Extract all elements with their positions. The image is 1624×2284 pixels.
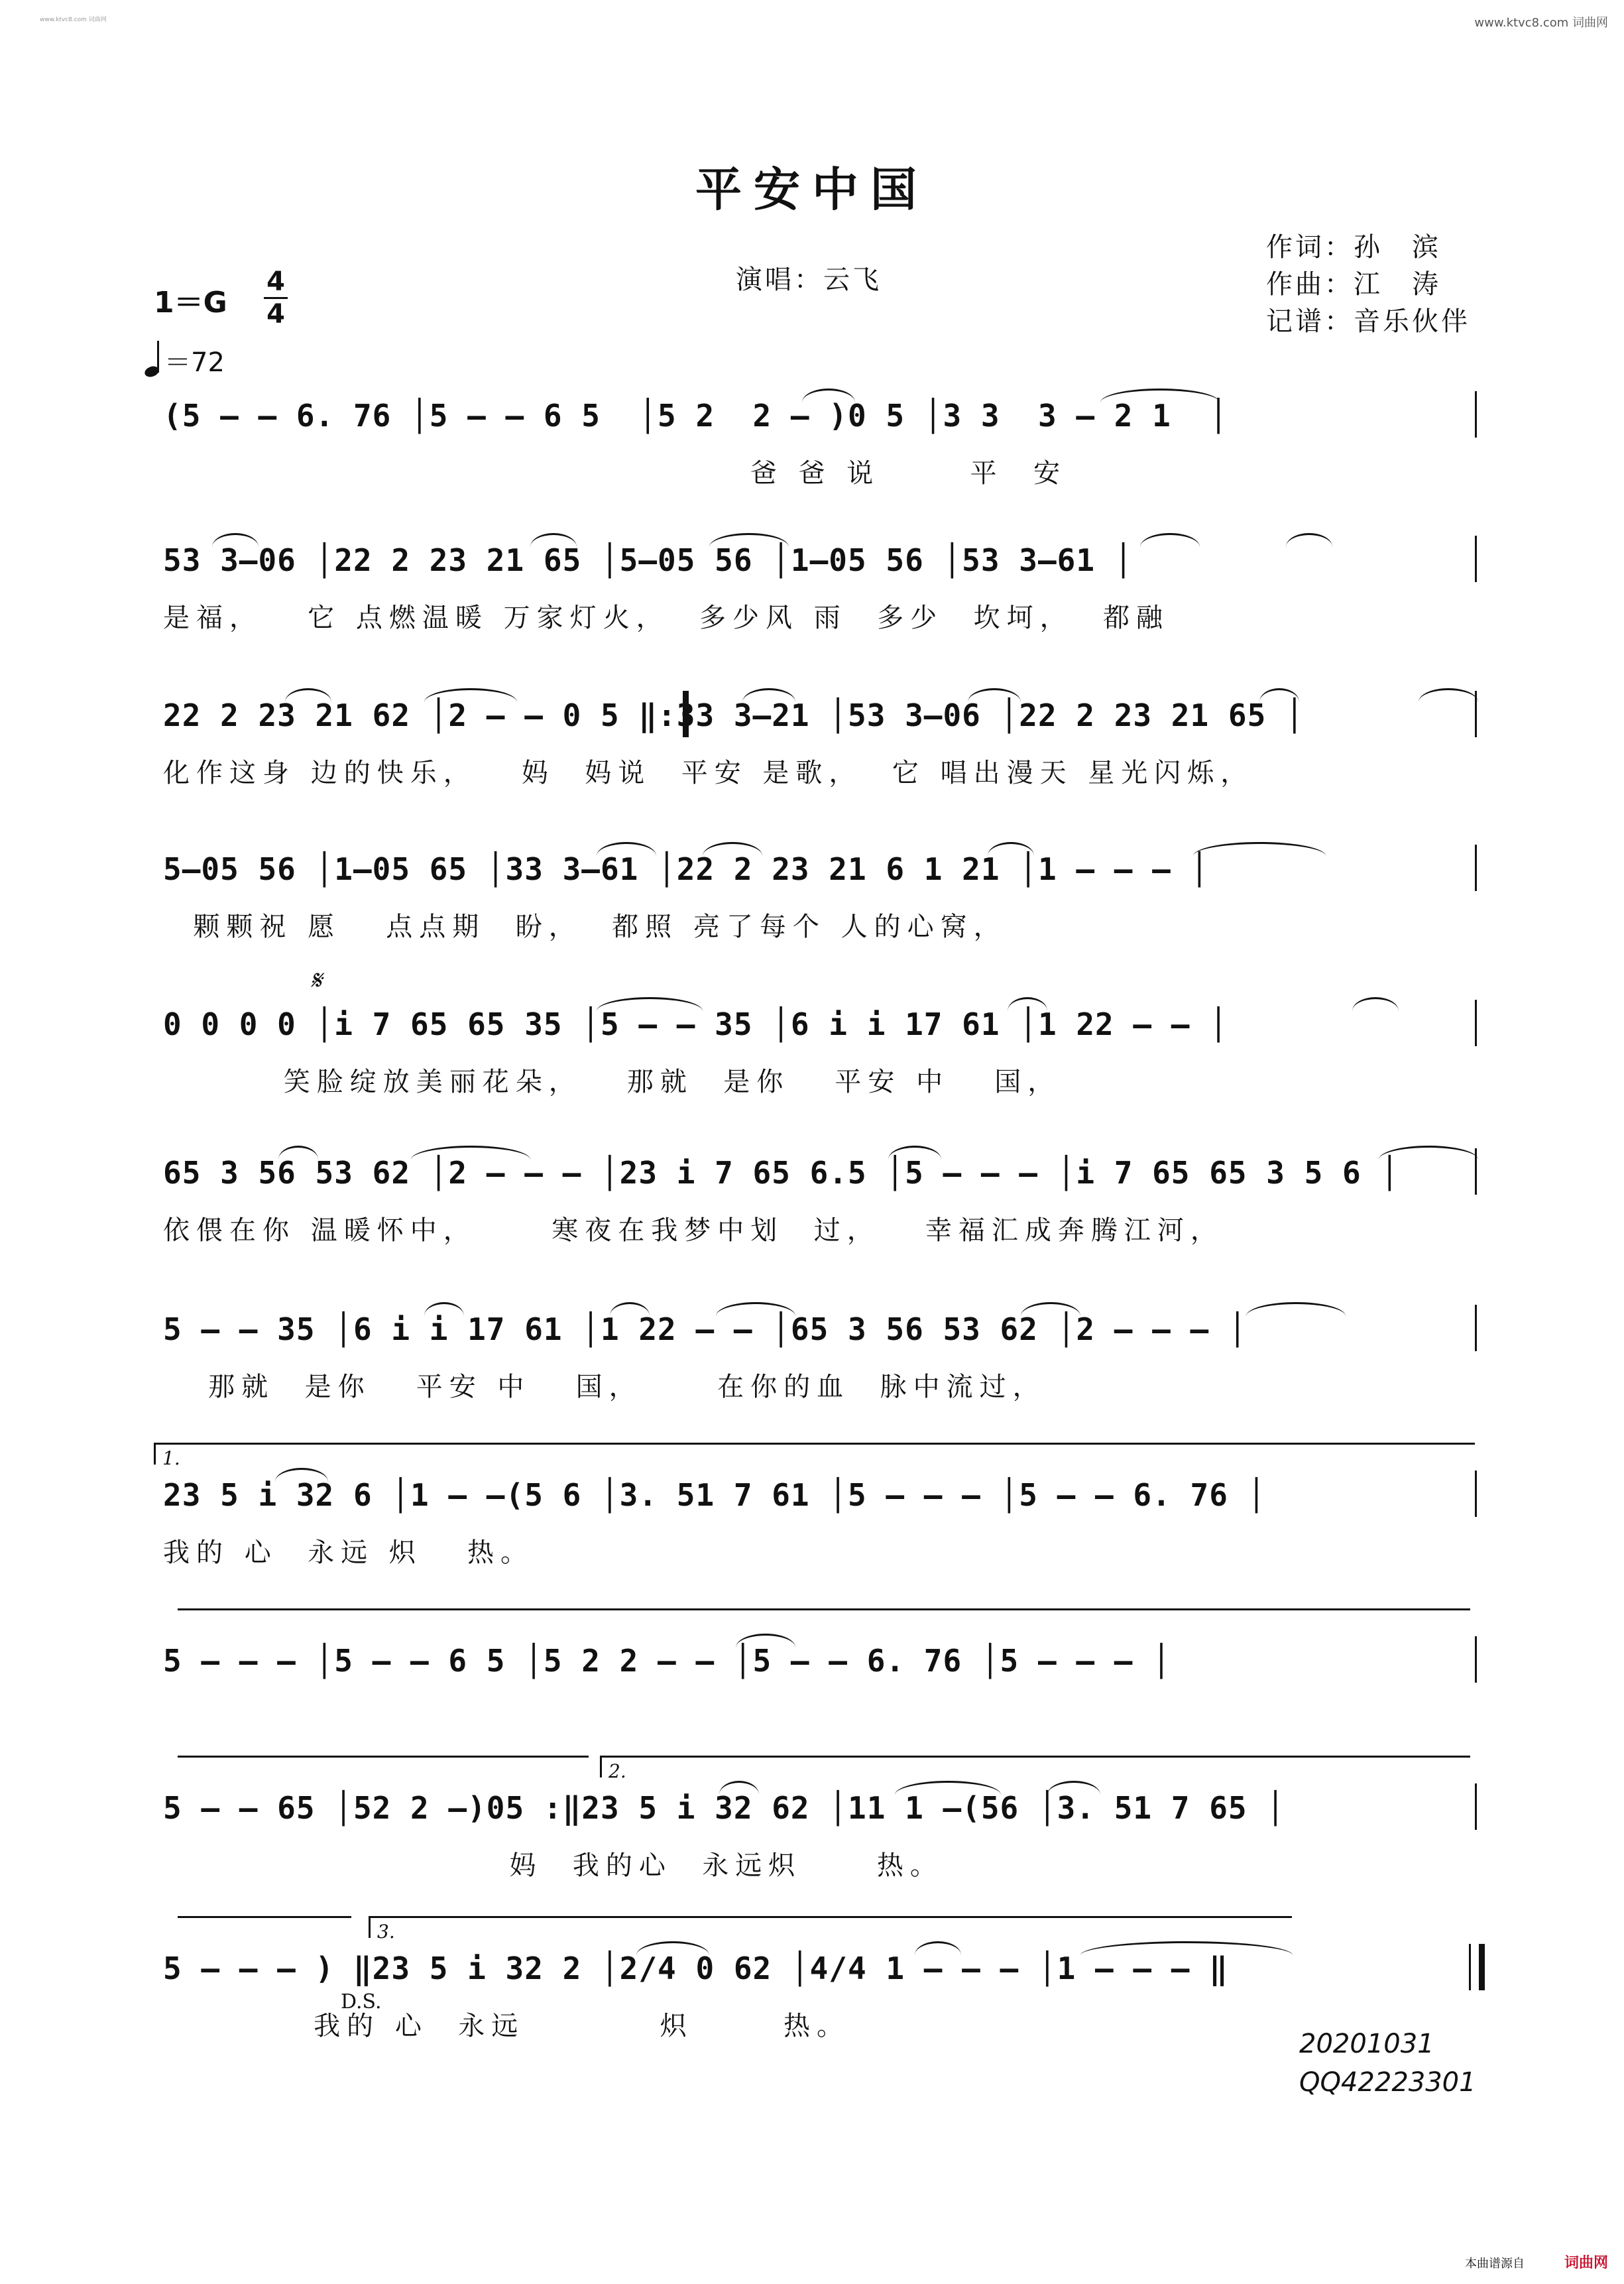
- barline: [1475, 1000, 1477, 1046]
- slur: [597, 997, 703, 1011]
- volta-2-bracket: 2.: [600, 1756, 1470, 1777]
- lyrics-line: 爸 爸 说 平 安: [163, 458, 1067, 489]
- slur: [915, 1941, 961, 1955]
- barline: [1475, 845, 1477, 891]
- notes-line: 5 – – – ) ‖23 5 i 32 2 │2/4 0 62 │4/4 1 – – – │1 – – – ‖: [163, 1951, 1228, 1986]
- slur: [719, 1781, 759, 1795]
- barline: [1475, 691, 1477, 737]
- notes-line: 22 2 23 21 62 │2 – – 0 5 ‖:33 3–21 │53 3–06 │22 2 23 21 65 │: [163, 697, 1305, 733]
- source-label: 本曲谱源自: [1465, 2257, 1525, 2271]
- notes-line: 23 5 i 32 6 │1 – –(5 6 │3. 51 7 61 │5 – – – │5 – – 6. 76 │: [163, 1477, 1267, 1513]
- slur: [703, 842, 762, 856]
- slur: [597, 842, 656, 856]
- segno-icon: 𝄋: [310, 965, 322, 996]
- date-stamp: 20201031: [1299, 2029, 1434, 2059]
- slur: [888, 1146, 941, 1160]
- slur: [424, 688, 517, 702]
- slur: [1100, 389, 1220, 402]
- slur: [1008, 997, 1047, 1011]
- slur: [278, 1146, 318, 1160]
- slur: [968, 688, 1021, 702]
- quarter-note-icon: [145, 339, 164, 377]
- composer-credit: 作曲：江 涛: [1266, 269, 1441, 300]
- slur: [988, 842, 1034, 856]
- lyrics-line: 我的 心 永远 炽 热。: [163, 1537, 534, 1568]
- singer-credit: 演唱：云飞: [736, 265, 882, 295]
- barline: [1475, 1783, 1477, 1830]
- source-site-link[interactable]: 词曲网: [1564, 2255, 1609, 2271]
- volta-3-bracket: 3.: [369, 1916, 1292, 1938]
- slur: [1259, 688, 1299, 702]
- notes-line: 5 – – – │5 – – 6 5 │5 2 2 – – │5 – – 6. 76 │5 – – – │: [163, 1643, 1171, 1679]
- lyrics-line: 依偎在你 温暖怀中， 寒夜在我梦中划 过， 幸福汇成奔腾江河，: [163, 1215, 1224, 1246]
- lyrics-line: 颗颗祝 愿 点点期 盼， 都照 亮了每个 人的心窝，: [163, 912, 1007, 942]
- slur: [1352, 997, 1399, 1011]
- lyrics-line: 化作这身 边的快乐， 妈 妈说 平安 是歌， 它 唱出漫天 星光闪烁，: [163, 758, 1254, 788]
- slur: [1080, 1941, 1293, 1955]
- notes-line: 5 – – 65 │52 2 –)05 :‖23 5 i 32 62 │11 1 –(56 │3. 51 7 65 │: [163, 1790, 1285, 1826]
- right-margin-strip: [1609, 0, 1624, 2284]
- dal-segno-marking: D.S.: [341, 1990, 382, 2014]
- lyrics-line: 笑脸绽放美丽花朵， 那就 是你 平安 中 国，: [163, 1067, 1061, 1097]
- slur: [716, 1302, 795, 1316]
- qq-contact: QQ42223301: [1299, 2067, 1476, 2098]
- volta-continuation: [178, 1608, 1470, 1630]
- slur: [1193, 842, 1326, 856]
- notes-line: 0 0 0 0 │i 7 65 65 35 │5 – – 35 │6 i i 17 61 │1 22 – – │: [163, 1006, 1228, 1042]
- slur: [275, 1468, 328, 1482]
- slur: [1047, 1781, 1100, 1795]
- slur: [895, 1781, 1001, 1795]
- notation-credit: 记谱：音乐伙伴: [1266, 306, 1470, 337]
- volta-continuation: [178, 1756, 589, 1777]
- lyrics-line: 妈 我的心 永远炽 热。: [163, 1850, 943, 1881]
- slur: [802, 389, 855, 402]
- barline: [1475, 1148, 1477, 1195]
- notes-line: 5–05 56 │1–05 65 │33 3–61 │22 2 23 21 6 1 21 │1 – – – │: [163, 851, 1210, 887]
- tempo-marking: ＝72: [145, 339, 225, 379]
- lyricist-credit: 作词：孙 滨: [1266, 232, 1441, 263]
- key-signature: 1＝G: [154, 286, 227, 320]
- lyrics-line: 是福， 它 点燃温暖 万家灯火， 多少风 雨 多少 坎坷， 都融: [163, 603, 1170, 633]
- notes-line: (5 – – 6. 76 │5 – – 6 5 │5 2 2 – )0 5 │3 3 3 – 2 1 │: [163, 398, 1228, 434]
- volta-continuation: [178, 1916, 351, 1938]
- lyrics-line: 我的 心 永远 炽 热。: [163, 2011, 850, 2041]
- slur: [1286, 533, 1332, 547]
- barline: [1475, 1636, 1477, 1683]
- slur: [742, 688, 795, 702]
- barline: [1475, 536, 1477, 582]
- slur: [285, 688, 331, 702]
- slur: [411, 1146, 530, 1160]
- barline: [1475, 1471, 1477, 1517]
- slur: [1419, 688, 1478, 702]
- time-signature: 4 4: [264, 268, 288, 328]
- notes-line: 5 – – 35 │6 i i 17 61 │1 22 – – │65 3 56 53 62 │2 – – – │: [163, 1311, 1247, 1347]
- credits-block: [1266, 229, 1470, 340]
- barline: [1475, 391, 1477, 438]
- notes-line: 65 3 56 53 62 │2 – – – │23 i 7 65 6.5 │5 – – – │i 7 65 65 3 5 6 │: [163, 1155, 1400, 1191]
- slur: [1246, 1302, 1346, 1316]
- left-margin-strip: [0, 0, 15, 2284]
- site-watermark[interactable]: www.ktvc8.com 词曲网: [1474, 16, 1608, 30]
- final-barline: [1469, 1944, 1485, 1990]
- site-watermark-small: www.ktvc8.com 词曲网: [40, 17, 107, 23]
- song-title: 平安中国: [695, 162, 929, 217]
- barline: [1475, 1305, 1477, 1351]
- slur: [610, 1302, 650, 1316]
- slur: [709, 533, 789, 547]
- slur: [1021, 1302, 1080, 1316]
- slur: [736, 1634, 795, 1648]
- slur: [424, 1302, 464, 1316]
- repeat-start-barline: [683, 691, 702, 737]
- slur: [212, 533, 259, 547]
- lyrics-line: 那就 是你 平安 中 国， 在你的血 脉中流过，: [163, 1372, 1046, 1402]
- slur: [530, 533, 577, 547]
- slur: [636, 1941, 709, 1955]
- notes-line: 53 3–06 │22 2 23 21 65 │5–05 56 │1–05 56 │53 3–61 │: [163, 542, 1133, 578]
- volta-1-bracket: 1.: [154, 1443, 1475, 1465]
- slur: [1379, 1146, 1478, 1160]
- slur: [1140, 533, 1200, 547]
